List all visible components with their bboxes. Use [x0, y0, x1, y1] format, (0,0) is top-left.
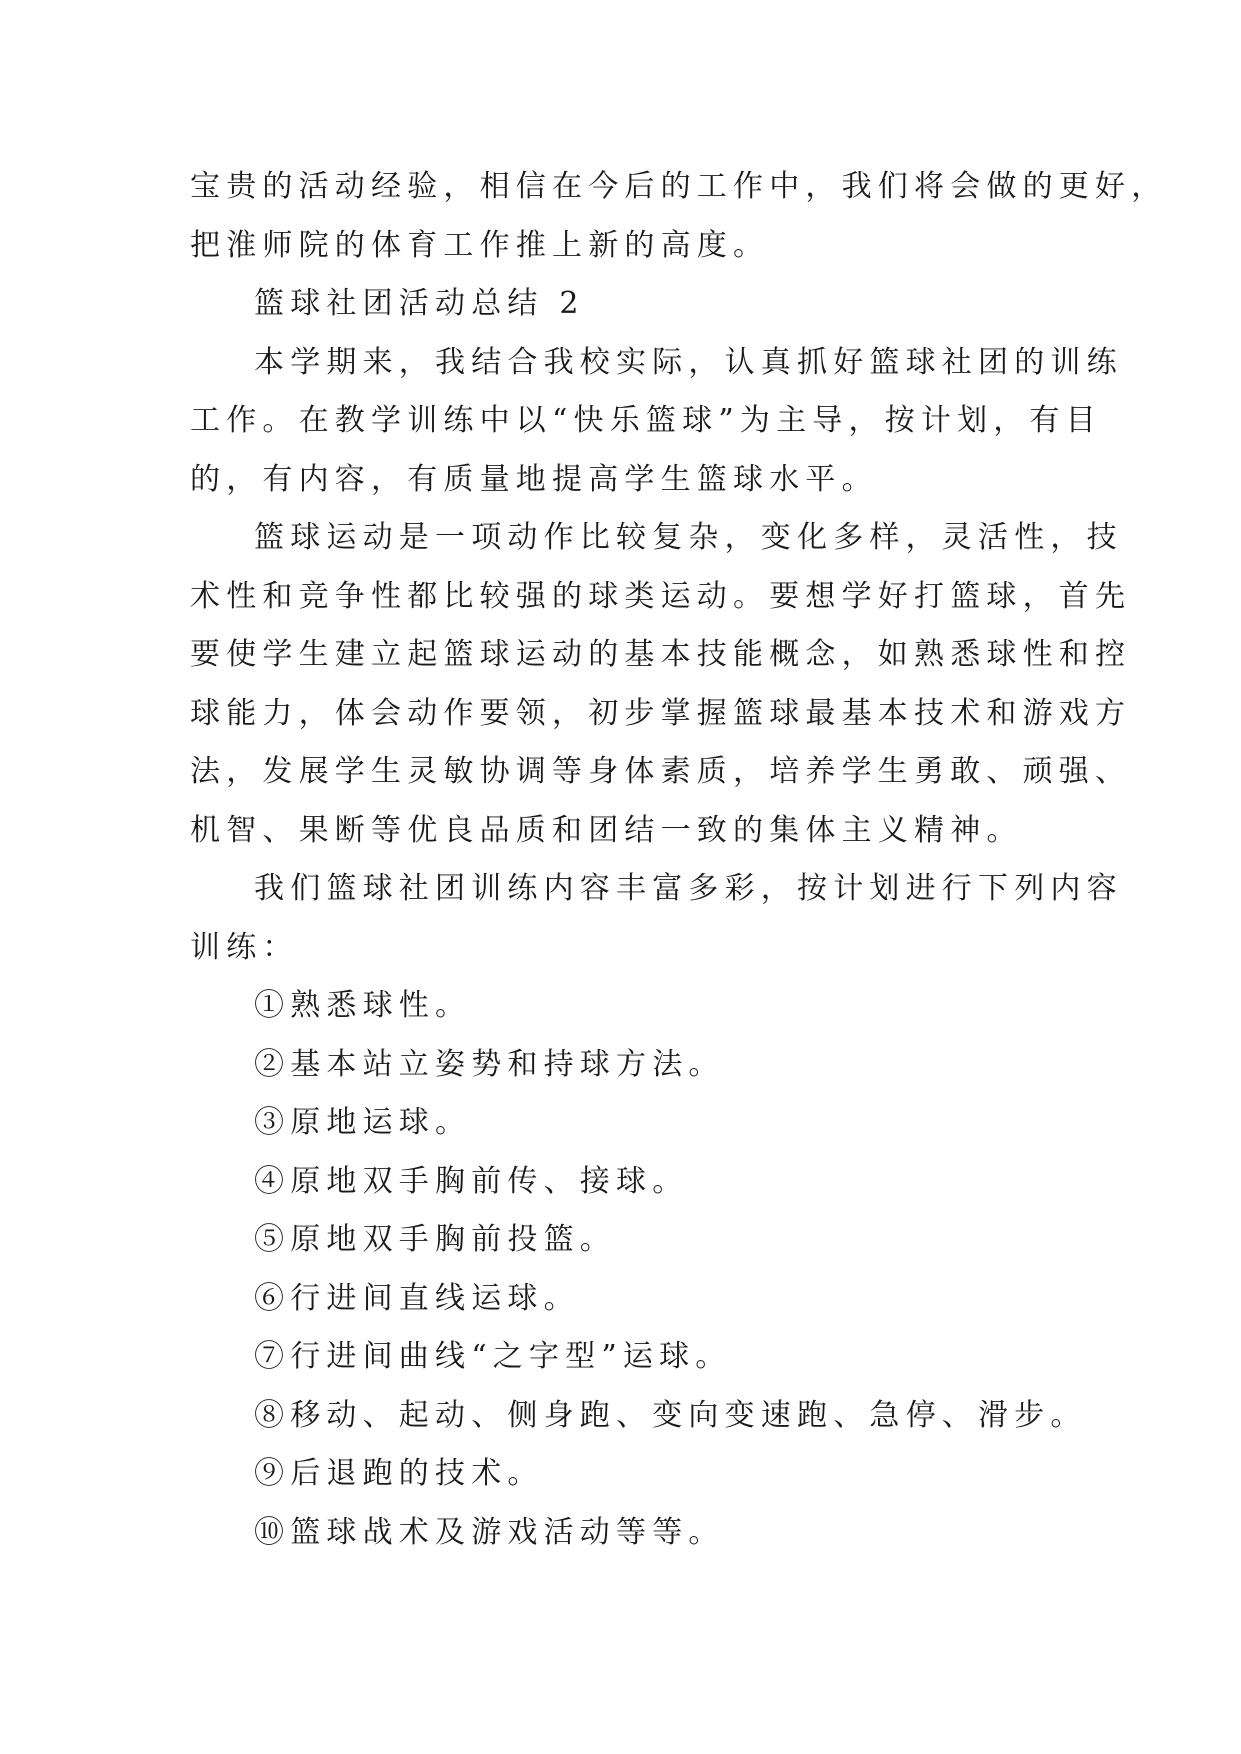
list-item: ⑤原地双手胸前投篮。 [254, 1222, 616, 1257]
section-heading: 篮球社团活动总结 2 [254, 286, 585, 321]
list-item: ⑦行进间曲线“之字型”运球。 [254, 1339, 732, 1374]
text-line: 我们篮球社团训练内容丰富多彩，按计划进行下列内容 [254, 871, 1123, 906]
list-item: ⑥行进间直线运球。 [254, 1280, 580, 1316]
text-line: 球能力，体会动作要领，初步掌握篮球最基本技术和游戏方 [190, 695, 1132, 731]
document-body [190, 158, 1168, 1562]
text-line: 训练： [190, 929, 299, 965]
list-item: ⑧移动、起动、侧身跑、变向变速跑、急停、滑步。 [254, 1397, 1087, 1433]
text-line: 宝贵的活动经验，相信在今后的工作中，我们将会做的更好， [190, 169, 1168, 204]
list-item: ④原地双手胸前传、接球。 [254, 1163, 689, 1199]
list-item: ②基本站立姿势和持球方法。 [254, 1046, 725, 1082]
list-item: ⑩篮球战术及游戏活动等等。 [254, 1514, 725, 1550]
list-item: ③原地运球。 [254, 1105, 472, 1140]
text-line: 法，发展学生灵敏协调等身体素质，培养学生勇敢、顽强、 [190, 754, 1132, 789]
text-line: 术性和竞争性都比较强的球类运动。要想学好打篮球，首先 [190, 578, 1132, 614]
list-item: ①熟悉球性。 [254, 988, 472, 1023]
text-line: 把淮师院的体育工作推上新的高度。 [190, 227, 770, 263]
text-line: 的，有内容，有质量地提高学生篮球水平。 [190, 461, 878, 497]
text-line: 篮球运动是一项动作比较复杂，变化多样，灵活性，技 [254, 520, 1123, 555]
text-line: 工作。在教学训练中以“快乐篮球”为主导，按计划，有目 [190, 403, 1102, 438]
text-line: 要使学生建立起篮球运动的基本技能概念，如熟悉球性和控 [190, 637, 1132, 672]
text-line: 机智、果断等优良品质和团结一致的集体主义精神。 [190, 812, 1023, 848]
text-line: 本学期来，我结合我校实际，认真抓好篮球社团的训练 [254, 344, 1123, 380]
list-item: ⑨后退跑的技术。 [254, 1456, 544, 1491]
